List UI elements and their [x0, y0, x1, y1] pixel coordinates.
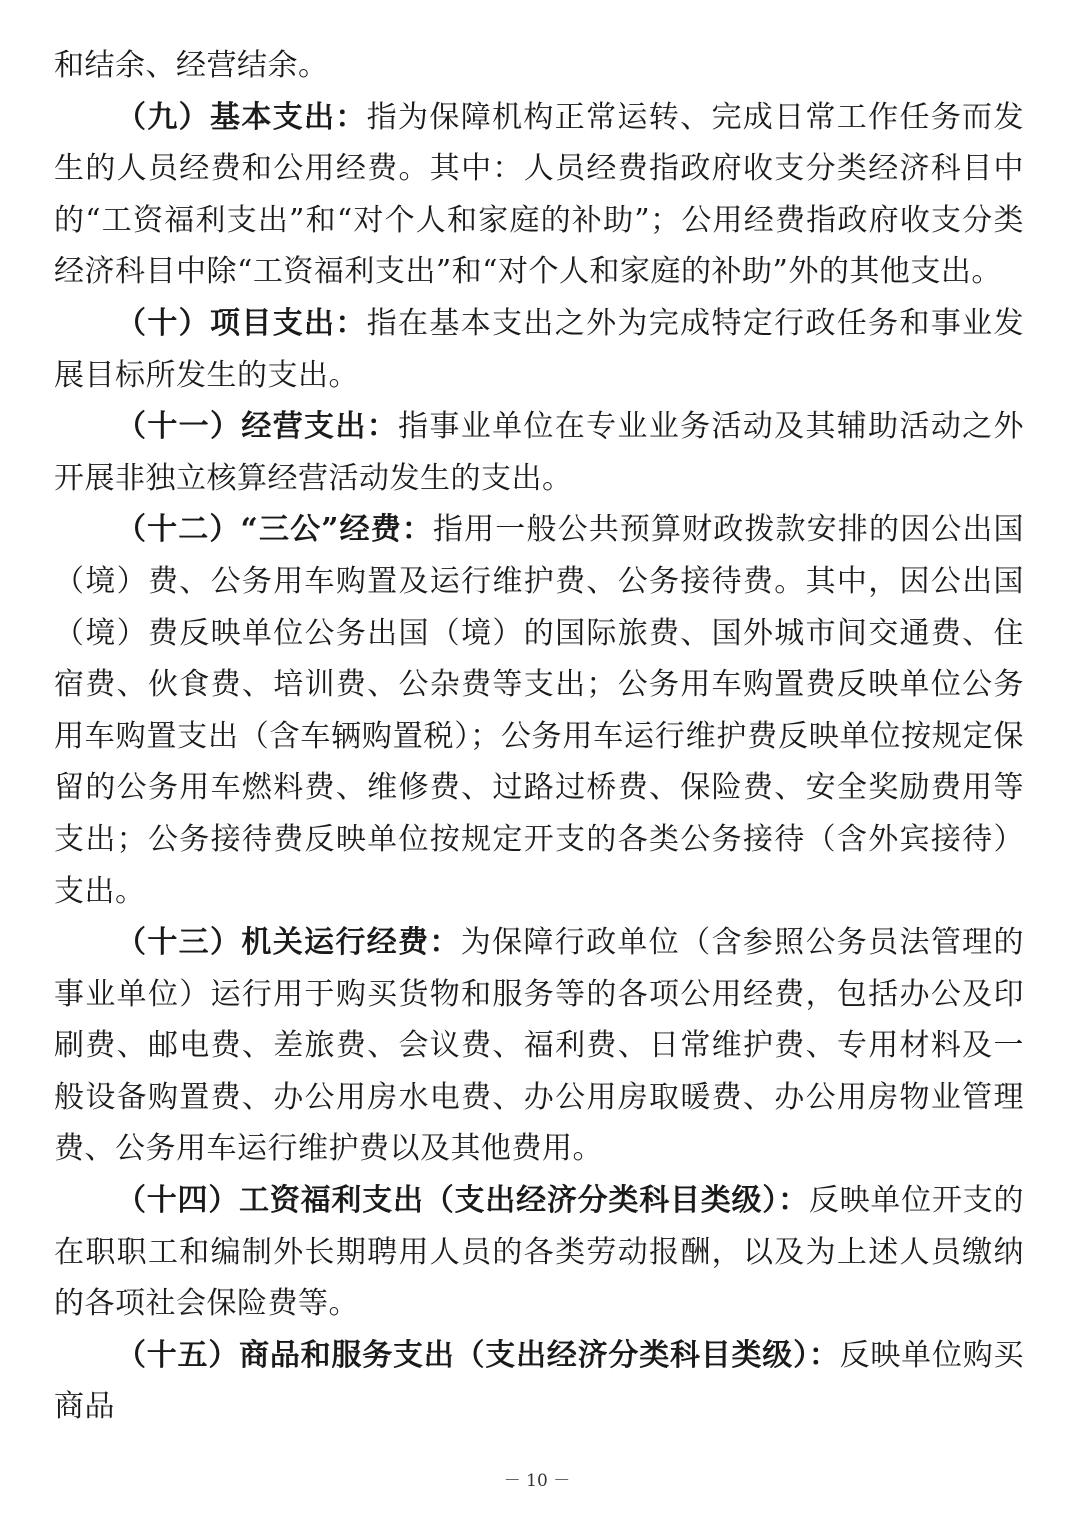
paragraph-text: 指在基本支出之外为完成特定行政任务和事业发展目标所发生的支出。: [54, 305, 1025, 393]
paragraph-continuation: [54, 40, 1024, 92]
paragraph-wages-welfare: [54, 1175, 1024, 1330]
paragraph-term: （十）项目支出：: [116, 305, 367, 341]
paragraph-text: 指用一般公共预算财政拨款安排的因公出国（境）费、公务用车购置及运行维护费、公务接待费。其中，因公出国（境）费反映单位公务出国（境）的国际旅费、国外城市间交通费、住宿费、伙食费、培训费、公杂费等支出；公务用车购置费反映单位公务用车购置支出（含车辆购置税）；公务用车运行维护费反映单位按规定保留的公务用车燃料费、维修费、过路过桥费、保险费、安全奖励费用等支出；公务接待费反映单位按规定开支的各类公务接待（含外宾接待）支出。: [54, 512, 1025, 909]
paragraph-term: （九）基本支出：: [116, 99, 367, 135]
paragraph-text: 为保障行政单位（含参照公务员法管理的事业单位）运行用于购买货物和服务等的各项公用经费，包括办公及印刷费、邮电费、差旅费、会议费、福利费、日常维护费、专用材料及一般设备购置费、办公用房水电费、办公用房取暖费、办公用房物业管理费、公务用车运行维护费以及其他费用。: [54, 925, 1025, 1167]
page-number: － 10 －: [503, 1471, 571, 1491]
paragraph-operating-expenditure: [54, 401, 1024, 504]
paragraph-text: 指为保障机构正常运转、完成日常工作任务而发生的人员经费和公用经费。其中：人员经费指政府收支分类经济科目中的“工资福利支出”和“对个人和家庭的补助”；公用经费指政府收支分类经济科目中除“工资福利支出”和“对个人和家庭的补助”外的其他支出。: [54, 99, 1025, 290]
paragraph-term: （十五）商品和服务支出（支出经济分类科目类级）：: [116, 1337, 840, 1373]
paragraph-term: （十一）经营支出：: [116, 409, 399, 445]
paragraph-goods-services: [54, 1330, 1024, 1433]
paragraph-text: 指事业单位在专业业务活动及其辅助活动之外开展非独立核算经营活动发生的支出。: [54, 409, 1025, 496]
paragraph-basic-expenditure: [54, 92, 1024, 298]
paragraph-project-expenditure: [54, 298, 1024, 401]
paragraph-three-public-expenses: [54, 504, 1024, 917]
paragraph-text: 反映单位购买商品: [54, 1337, 1025, 1425]
paragraph-term: （十二）“三公”经费：: [116, 512, 434, 548]
paragraph-agency-operating-funds: [54, 917, 1024, 1175]
paragraph-term: （十三）机关运行经费：: [116, 925, 461, 961]
paragraph-text: 和结余、经营结余。: [54, 48, 329, 83]
paragraph-term: （十四）工资福利支出（支出经济分类科目类级）：: [116, 1183, 809, 1219]
paragraph-text: 反映单位开支的在职职工和编制外长期聘用人员的各类劳动报酬，以及为上述人员缴纳的各项社会保险费等。: [54, 1183, 1025, 1322]
document-body: [54, 40, 1024, 1433]
